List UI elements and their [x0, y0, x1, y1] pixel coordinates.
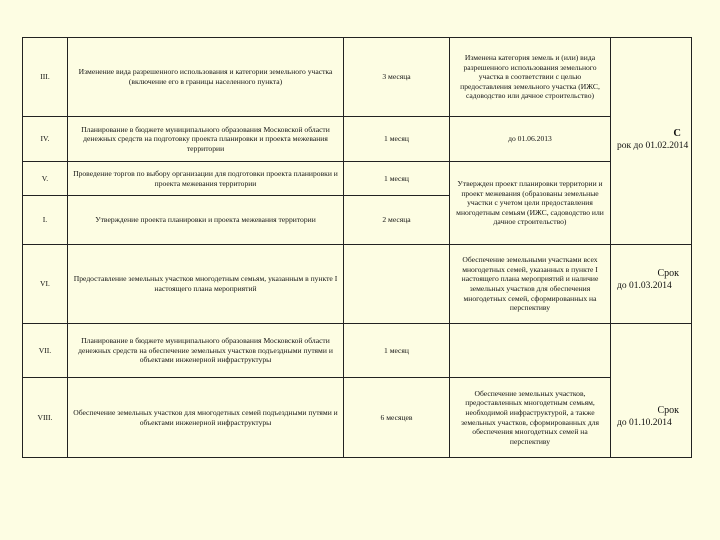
activity-cell: Предоставление земельных участков многодетным семьям, указанным в пункте I настоящего плана мероприятий	[68, 245, 344, 324]
deadline-cell	[611, 245, 692, 324]
row-number: V.	[23, 162, 68, 196]
row-number: VII.	[23, 324, 68, 378]
activity-cell: Проведение торгов по выбору организации для подготовки проекта планировки и проекта межевания территории	[68, 162, 344, 196]
deadline-label: Срок	[657, 268, 679, 279]
deadline-label: С	[673, 128, 681, 139]
result-cell: до 01.06.2013	[450, 117, 611, 162]
activity-cell: Планирование в бюджете муниципального образования Московской области денежных средств на обеспечение земельных участков подъездными путями и объектами инженерной инфраструктуры	[68, 324, 344, 378]
duration-cell: 6 месяцев	[344, 378, 450, 458]
row-number: VI.	[23, 245, 68, 324]
table-row	[23, 38, 692, 117]
activity-cell: Изменение вида разрешенного использования и категории земельного участка (включение его в границы населенного пункта)	[68, 38, 344, 117]
result-cell	[450, 324, 611, 378]
table-row	[23, 162, 692, 196]
activity-cell: Утверждение проекта планировки и проекта межевания территории	[68, 196, 344, 245]
result-cell: Обеспечение земельными участками всех многодетных семей, указанных в пункте I настоящего плана мероприятий и наличие земельных участков для обеспечения многодетных семей, сформированных на перспективу	[450, 245, 611, 324]
deadline-date: до 01.10.2014	[617, 418, 672, 428]
action-plan-table	[22, 37, 692, 458]
deadline-label: Срок	[657, 405, 679, 416]
result-cell: Изменена категория земель и (или) вида разрешенного использования земельного участка в соответствии с целью предоставления земельного участка (ИЖС, садоводство или дачное строительство)	[450, 38, 611, 117]
duration-cell: 1 месяц	[344, 324, 450, 378]
table-row	[23, 324, 692, 378]
deadline-cell	[611, 38, 692, 245]
duration-cell: 2 месяца	[344, 196, 450, 245]
table-row	[23, 117, 692, 162]
duration-cell: 1 месяц	[344, 162, 450, 196]
duration-cell: 3 месяца	[344, 38, 450, 117]
result-cell: Утвержден проект планировки территории и проект межевания (образованы земельные участки с учетом цели предоставления многодетным семьям (ИЖС, садоводство или дачное строительство)	[450, 162, 611, 245]
activity-cell: Обеспечение земельных участков для многодетных семей подъездными путями и объектами инженерной инфраструктуры	[68, 378, 344, 458]
deadline-date: рок до 01.02.2014	[617, 141, 689, 151]
deadline-cell	[611, 324, 692, 458]
duration-cell: 1 месяц	[344, 117, 450, 162]
row-number: VIII.	[23, 378, 68, 458]
result-cell: Обеспечение земельных участков, предоставленных многодетным семьям, необходимой инфраструктурой, а также земельных участков, сформированных для обеспечения многодетных семей на перспективу	[450, 378, 611, 458]
table-row	[23, 245, 692, 324]
row-number: IV.	[23, 117, 68, 162]
duration-cell	[344, 245, 450, 324]
row-number: I.	[23, 196, 68, 245]
deadline-date: до 01.03.2014	[617, 281, 672, 291]
activity-cell: Планирование в бюджете муниципального образования Московской области денежных средств на подготовку проекта планировки и проекта межевания территории	[68, 117, 344, 162]
table-row	[23, 378, 692, 458]
row-number: III.	[23, 38, 68, 117]
